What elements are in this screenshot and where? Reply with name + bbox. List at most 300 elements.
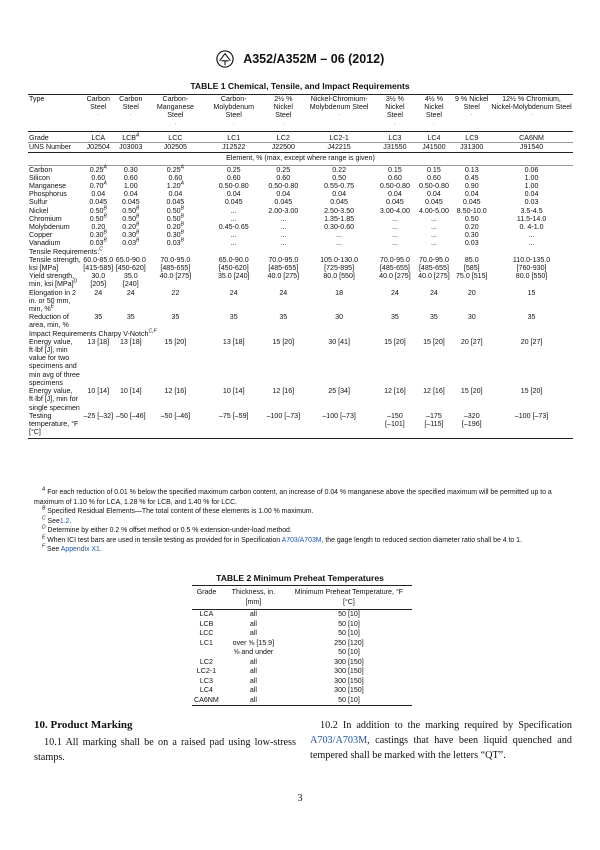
reduction-value bbox=[303, 313, 376, 329]
element-value bbox=[453, 215, 490, 223]
value-text: 65.0-90.0 bbox=[218, 255, 249, 264]
footnote-ref: B bbox=[136, 213, 140, 220]
value-text: 0.04 bbox=[427, 190, 441, 199]
type-cell bbox=[82, 95, 115, 132]
element-value bbox=[204, 190, 264, 198]
cell-text: over ⅝ [15.9] bbox=[232, 638, 275, 647]
temperature-value bbox=[414, 412, 453, 439]
element-value bbox=[147, 174, 204, 182]
element-value bbox=[264, 207, 303, 215]
cell-text: 300 [150] bbox=[334, 686, 364, 694]
value-text: 25 [34] bbox=[328, 387, 350, 396]
energy-avg-value bbox=[375, 338, 414, 387]
type-label-text: Type bbox=[29, 95, 45, 103]
cell-text: all bbox=[249, 610, 257, 618]
value-text: 35.0 [240] bbox=[122, 272, 139, 289]
footnote-ref: B bbox=[103, 205, 107, 212]
temperature-label bbox=[28, 412, 82, 439]
value-text: 0.30 bbox=[122, 231, 137, 240]
grade-row bbox=[28, 132, 573, 143]
elongation-value bbox=[82, 289, 115, 314]
temperature-value bbox=[303, 412, 376, 439]
elongation-row bbox=[28, 289, 573, 314]
grade-name: LC3 bbox=[388, 134, 402, 142]
section-1-2-link[interactable]: 1.2 bbox=[59, 517, 70, 525]
type-name: 4½ % Nickel Steel bbox=[424, 95, 444, 120]
element-value bbox=[204, 231, 264, 239]
reduction-value bbox=[147, 313, 204, 329]
element-row bbox=[28, 198, 573, 206]
cell-text: all bbox=[249, 657, 257, 666]
element-note-row bbox=[28, 153, 573, 165]
footnote-ref: E bbox=[50, 303, 55, 310]
uns-number: J31550 bbox=[383, 143, 407, 152]
tensile-strength-value bbox=[147, 256, 204, 272]
footnote-ref: B bbox=[103, 229, 107, 236]
temperature-value bbox=[82, 412, 115, 439]
energy-avg-value bbox=[264, 338, 303, 387]
element-value bbox=[453, 182, 490, 190]
cell-text: all bbox=[249, 629, 257, 637]
value-text: 0.04 bbox=[91, 190, 106, 199]
preheat-cell bbox=[286, 620, 412, 630]
element-value bbox=[490, 231, 573, 239]
value-text: 0.20 bbox=[122, 223, 137, 232]
yield-value bbox=[303, 272, 376, 288]
energy-avg-value bbox=[204, 338, 264, 387]
grade-cell bbox=[147, 132, 204, 143]
value-text: 0.045 bbox=[166, 198, 185, 207]
section-10-left bbox=[34, 718, 296, 765]
value-text: [–101] bbox=[385, 419, 405, 428]
column-dot: . bbox=[338, 111, 340, 118]
value-text: 12 [16] bbox=[272, 387, 295, 396]
element-row bbox=[28, 174, 573, 182]
element-row bbox=[28, 215, 573, 223]
element-value bbox=[414, 231, 453, 239]
cell-text: 300 [150] bbox=[334, 676, 364, 685]
element-value bbox=[453, 198, 490, 206]
element-name-text: Chromium bbox=[29, 214, 62, 223]
type-name: 2½ % Nickel Steel bbox=[273, 95, 293, 120]
energy-single-value bbox=[264, 387, 303, 412]
cell-text: 50 [10] bbox=[338, 648, 360, 656]
temperature-value bbox=[115, 412, 148, 439]
value-text: 0.50 bbox=[166, 214, 181, 223]
grade-cell bbox=[490, 132, 573, 143]
section-heading: 10. Product Marking bbox=[34, 719, 133, 731]
type-cell bbox=[115, 95, 148, 132]
uns-label-text: UNS Number bbox=[29, 143, 72, 152]
elongation-value bbox=[264, 289, 303, 314]
footnote-ref: B bbox=[103, 213, 107, 220]
tensile-header bbox=[28, 248, 573, 256]
value-text: 35 bbox=[94, 313, 103, 322]
element-value bbox=[414, 223, 453, 231]
yield-value bbox=[147, 272, 204, 288]
value-text: 0.50 bbox=[122, 214, 137, 223]
uns-cell bbox=[375, 143, 414, 153]
element-value bbox=[82, 215, 115, 223]
reduction-value bbox=[115, 313, 148, 329]
value-text: 0.25 bbox=[166, 165, 181, 174]
type-name: Nickel-Chromium-Molybdenum Steel bbox=[309, 95, 369, 112]
energy-single-value bbox=[490, 387, 573, 412]
grade-cell bbox=[82, 132, 115, 143]
grade-name: LC1 bbox=[227, 134, 241, 142]
element-name-text: Vanadium bbox=[29, 239, 61, 248]
column-dot: . bbox=[530, 111, 533, 118]
value-text: 0.06 bbox=[524, 165, 539, 174]
tensile-strength-value bbox=[375, 256, 414, 272]
preheat-cell bbox=[192, 610, 221, 620]
element-value bbox=[147, 165, 204, 174]
value-text: 40.0 [275] bbox=[418, 272, 450, 281]
value-text: 40.0 [275] bbox=[159, 272, 192, 281]
tensile-strength-label bbox=[28, 256, 82, 272]
cell-text: LC2-1 bbox=[196, 667, 217, 675]
preheat-cell bbox=[192, 629, 221, 639]
label-text: Energy value, ft·lbf [J], min for single specimen bbox=[29, 387, 80, 412]
value-text: 10 [14] bbox=[119, 387, 142, 396]
value-text: 0.60 bbox=[123, 173, 138, 182]
value-text: 80.0 [550] bbox=[323, 272, 355, 281]
footnote-ref: A bbox=[103, 180, 107, 187]
value-text: 35 bbox=[429, 313, 438, 322]
value-text: [725-895] bbox=[324, 264, 355, 273]
reduction-value bbox=[453, 313, 490, 329]
energy-avg-value bbox=[303, 338, 376, 387]
element-name-text: Copper bbox=[29, 231, 53, 240]
value-text: 0.45 bbox=[464, 173, 479, 182]
value-text: 0.50-0.80 bbox=[218, 182, 249, 191]
tensile-header-row bbox=[28, 248, 573, 256]
footnote-ref: B bbox=[180, 238, 184, 245]
value-text: 2.00-3.00 bbox=[268, 206, 299, 215]
value-text: 18 bbox=[335, 288, 344, 297]
element-value bbox=[82, 190, 115, 198]
header-text: Thickness, in. [mm] bbox=[231, 588, 276, 606]
element-value bbox=[115, 174, 148, 182]
value-text: 60.0-85.0 bbox=[83, 255, 114, 264]
footnote-ref: A bbox=[180, 180, 184, 187]
elongation-value bbox=[414, 289, 453, 314]
element-value bbox=[264, 223, 303, 231]
yield-value bbox=[115, 272, 148, 288]
value-text: 12 [16] bbox=[384, 387, 406, 396]
element-value bbox=[490, 174, 573, 182]
value-text: 30 bbox=[335, 313, 344, 322]
preheat-cell bbox=[192, 677, 221, 687]
element-note bbox=[28, 153, 573, 165]
value-text: 35 bbox=[126, 313, 135, 322]
value-text: –25 [–32] bbox=[83, 411, 114, 420]
value-text: 15 [20] bbox=[384, 337, 406, 346]
value-text: 0.03 bbox=[166, 239, 181, 248]
element-name bbox=[28, 182, 82, 190]
value-text: 30 bbox=[467, 313, 476, 322]
value-text: 24 bbox=[279, 288, 288, 297]
astm-logo-icon bbox=[216, 50, 234, 68]
value-text: 3.00-4.00 bbox=[379, 206, 410, 215]
preheat-header bbox=[192, 586, 221, 610]
column-dot: . bbox=[394, 119, 396, 126]
value-text: –100 [–73] bbox=[322, 411, 356, 420]
preheat-row bbox=[192, 610, 412, 620]
energy-single-row bbox=[28, 387, 573, 412]
yield-value bbox=[414, 272, 453, 288]
value-text: 40.0 [275] bbox=[379, 272, 411, 281]
value-text: 24 bbox=[94, 288, 103, 297]
type-cell bbox=[453, 95, 490, 132]
element-value bbox=[414, 174, 453, 182]
value-text: 1.00 bbox=[524, 182, 539, 191]
value-text: –75 [–59] bbox=[218, 411, 249, 420]
a703-link-body[interactable]: A703/A703M bbox=[310, 735, 368, 746]
value-text: ... bbox=[336, 239, 343, 248]
temperature-row bbox=[28, 412, 573, 439]
footnote-ref: B bbox=[180, 205, 184, 212]
preheat-cell bbox=[192, 648, 221, 658]
preheat-cell bbox=[192, 696, 221, 706]
elongation-value bbox=[490, 289, 573, 314]
value-text: ... bbox=[391, 214, 398, 223]
footnote-ref: B bbox=[180, 213, 184, 220]
value-text: 15 [20] bbox=[423, 337, 445, 346]
elongation-value bbox=[453, 289, 490, 314]
value-text: –100 [–73] bbox=[514, 411, 549, 420]
elongation-label bbox=[28, 289, 82, 314]
uns-cell bbox=[115, 143, 148, 153]
column-dot: . bbox=[129, 111, 132, 118]
preheat-row bbox=[192, 629, 412, 639]
element-value bbox=[82, 198, 115, 206]
preheat-cell bbox=[192, 658, 221, 668]
type-cell bbox=[264, 95, 303, 132]
value-text: ... bbox=[430, 231, 437, 240]
document-id: A352/A352M – 06 (2012) bbox=[243, 52, 385, 66]
element-value bbox=[204, 198, 264, 206]
energy-avg-value bbox=[147, 338, 204, 387]
preheat-cell bbox=[221, 620, 286, 630]
energy-avg-value bbox=[453, 338, 490, 387]
type-name: Carbon-Molybdenum Steel bbox=[213, 95, 255, 120]
grade-name: LC2 bbox=[276, 134, 290, 142]
value-text: 13 [18] bbox=[87, 337, 110, 346]
element-value bbox=[490, 182, 573, 190]
element-name bbox=[28, 198, 82, 206]
energy-single-value bbox=[453, 387, 490, 412]
element-value bbox=[453, 223, 490, 231]
value-text: 11.5-14.0 bbox=[516, 214, 547, 223]
tensile-strength-value bbox=[490, 256, 573, 272]
value-text: 24 bbox=[126, 288, 135, 297]
a703-link[interactable]: A703/A703M bbox=[281, 536, 322, 544]
uns-cell bbox=[264, 143, 303, 153]
type-label bbox=[28, 95, 82, 132]
value-text: 0.22 bbox=[332, 165, 347, 174]
value-text: 0.55-0.75 bbox=[324, 182, 355, 191]
preheat-cell bbox=[192, 639, 221, 649]
impact-header-text: Impact Requirements Charpy V-Notch bbox=[29, 329, 149, 338]
grade-cell bbox=[204, 132, 264, 143]
cell-text: all bbox=[249, 686, 257, 694]
element-value bbox=[115, 182, 148, 190]
elongation-value bbox=[375, 289, 414, 314]
value-text: 0.045 bbox=[224, 198, 243, 207]
uns-cell bbox=[147, 143, 204, 153]
value-text: 85.0 bbox=[464, 255, 479, 264]
value-text: 0.50 bbox=[464, 214, 479, 223]
tensile-strength-value bbox=[453, 256, 490, 272]
element-name bbox=[28, 165, 82, 174]
value-text: ... bbox=[430, 214, 437, 223]
footnote-f: $^F$ See Appendix X1. bbox=[42, 543, 102, 553]
value-text: 70.0-95.0 bbox=[418, 255, 449, 264]
value-text: 0.25 bbox=[276, 165, 291, 174]
element-row bbox=[28, 190, 573, 198]
label-text: Testing temperature, °F [°C] bbox=[29, 411, 79, 437]
element-value bbox=[303, 223, 376, 231]
value-text: [585] bbox=[463, 264, 480, 273]
value-text: ... bbox=[280, 239, 287, 248]
preheat-cell bbox=[286, 610, 412, 620]
value-text: 0.50-0.80 bbox=[379, 182, 410, 191]
element-value bbox=[490, 215, 573, 223]
element-value bbox=[115, 215, 148, 223]
element-value bbox=[147, 198, 204, 206]
elongation-value bbox=[147, 289, 204, 314]
value-text: 35.0 [240] bbox=[217, 272, 250, 281]
value-text: 0.045 bbox=[274, 198, 293, 207]
element-value bbox=[375, 198, 414, 206]
yield-row bbox=[28, 272, 573, 288]
type-cell bbox=[147, 95, 204, 132]
value-text: 70.0-95.0 bbox=[379, 255, 410, 264]
value-text: 0.15 bbox=[427, 165, 441, 174]
element-value bbox=[303, 198, 376, 206]
reduction-value bbox=[490, 313, 573, 329]
value-text: 2.50-3.50 bbox=[324, 206, 355, 215]
energy-single-value bbox=[115, 387, 148, 412]
appendix-x1-link[interactable]: Appendix X1 bbox=[60, 546, 100, 553]
cell-text: LC2 bbox=[199, 657, 213, 666]
element-row bbox=[28, 182, 573, 190]
element-name bbox=[28, 174, 82, 182]
elongation-value bbox=[204, 289, 264, 314]
footnote-ref: B bbox=[136, 221, 140, 228]
cell-text: LCC bbox=[199, 629, 214, 637]
element-value bbox=[414, 239, 453, 247]
value-text: ... bbox=[528, 231, 535, 240]
element-value bbox=[453, 207, 490, 215]
value-text: 0.20 bbox=[166, 223, 181, 232]
value-text: 0.045 bbox=[386, 198, 404, 207]
paragraph-10-2: 10.2 In addition to the marking required by Specification A703/A703M, castings that have been liquid quenched and tempered shall be marked with the letters “QT”. bbox=[310, 720, 572, 761]
value-text: 0.045 bbox=[462, 198, 481, 207]
element-value bbox=[414, 182, 453, 190]
value-text: 0.04 bbox=[123, 190, 138, 199]
element-value bbox=[453, 190, 490, 198]
cell-text: 50 [10] bbox=[338, 610, 360, 618]
preheat-cell bbox=[192, 620, 221, 630]
element-note-text: Element, % (max, except where range is given) bbox=[226, 154, 375, 163]
uns-cell bbox=[490, 143, 573, 153]
value-text: 0.45-0.65 bbox=[218, 223, 249, 232]
value-text: [450-620] bbox=[218, 264, 249, 273]
element-value bbox=[264, 198, 303, 206]
value-text: 10 [14] bbox=[87, 387, 110, 396]
value-text: 0.25 bbox=[226, 165, 241, 174]
value-text: 15 [20] bbox=[460, 387, 483, 396]
uns-number: J41500 bbox=[422, 143, 446, 152]
elongation-value bbox=[115, 289, 148, 314]
element-value bbox=[490, 207, 573, 215]
tensile-strength-row bbox=[28, 256, 573, 272]
value-text: 30.0 [205] bbox=[90, 272, 107, 289]
temperature-value bbox=[375, 412, 414, 439]
footnote-ref: B bbox=[103, 238, 107, 245]
element-value bbox=[303, 239, 376, 247]
element-value bbox=[147, 190, 204, 198]
temperature-value bbox=[490, 412, 573, 439]
preheat-cell bbox=[192, 667, 221, 677]
energy-single-value bbox=[375, 387, 414, 412]
element-value bbox=[453, 231, 490, 239]
element-name-text: Carbon bbox=[29, 165, 53, 174]
value-text: 0.60 bbox=[276, 173, 291, 182]
value-text: 1.20 bbox=[166, 182, 181, 191]
value-text: 0.60 bbox=[91, 173, 106, 182]
value-text: 0.04 bbox=[168, 190, 183, 199]
label-text: Tensile strength, ksi [MPa] bbox=[29, 255, 81, 273]
tensile-strength-value bbox=[303, 256, 376, 272]
yield-value bbox=[375, 272, 414, 288]
value-text: 20 [27] bbox=[460, 337, 483, 346]
value-text: 35 bbox=[279, 313, 288, 322]
table2-title: TABLE 2 Minimum Preheat Temperatures bbox=[216, 573, 384, 583]
grade-label bbox=[28, 132, 82, 143]
value-text: 0.04 bbox=[524, 190, 539, 199]
uns-number: J91540 bbox=[519, 143, 544, 152]
element-value bbox=[303, 207, 376, 215]
element-value bbox=[264, 174, 303, 182]
column-dot: . bbox=[97, 111, 100, 118]
element-value bbox=[375, 223, 414, 231]
value-text: 0.04 bbox=[388, 190, 402, 199]
element-value bbox=[115, 165, 148, 174]
value-text: 0.50 bbox=[166, 206, 181, 215]
grade-label-text: Grade bbox=[29, 134, 49, 142]
value-text: 8.50-10.0 bbox=[456, 206, 487, 215]
value-text: 24 bbox=[429, 288, 438, 297]
cell-text: 300 [150] bbox=[334, 667, 364, 675]
value-text: 0.30 bbox=[89, 231, 104, 240]
footnote-ref: C,F bbox=[148, 328, 157, 335]
preheat-row bbox=[192, 620, 412, 630]
value-text: 0.045 bbox=[425, 198, 443, 207]
label-text: Yield strength, min, ksi [MPa] bbox=[29, 272, 75, 289]
element-value bbox=[82, 174, 115, 182]
value-text: ... bbox=[391, 223, 398, 232]
label-text: Elongation in 2 in. or 50 mm, min, % bbox=[29, 288, 76, 314]
grade-cell bbox=[414, 132, 453, 143]
value-text: ... bbox=[391, 231, 398, 240]
paragraph-10-1: 10.1 All marking shall be on a raised pad using low-stress stamps. bbox=[34, 737, 296, 763]
energy-avg-value bbox=[490, 338, 573, 387]
uns-cell bbox=[303, 143, 376, 153]
tensile-strength-value bbox=[414, 256, 453, 272]
